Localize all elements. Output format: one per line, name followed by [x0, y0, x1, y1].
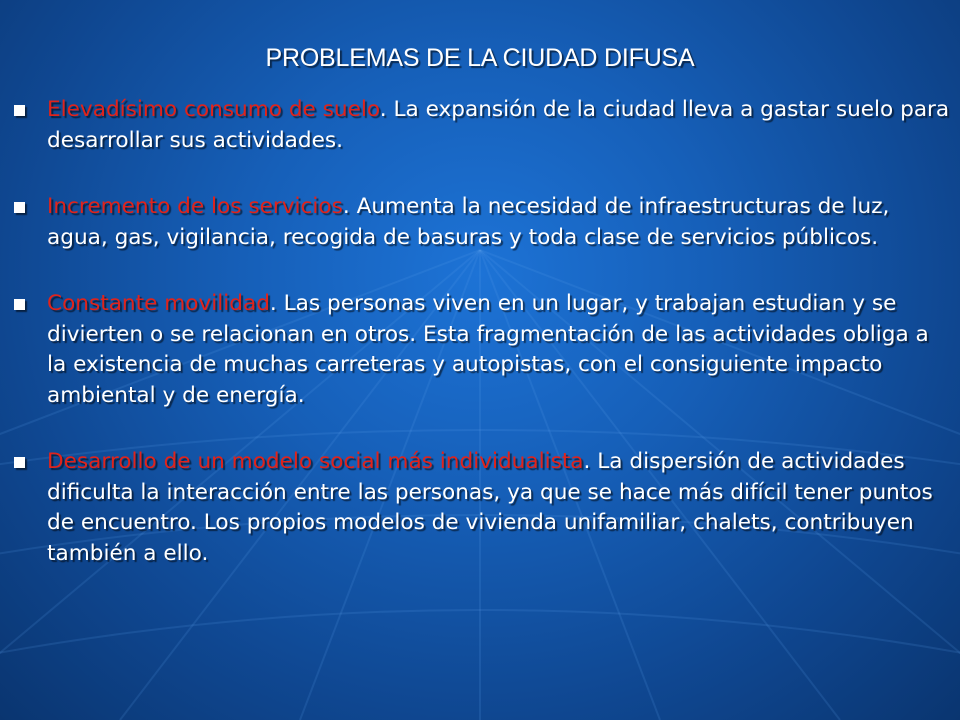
bullet-text: . Las personas viven en un lugar, y trabajan estudian y se divierten o se relacionan en otros. Esta fragmentación de las actividades obliga a la existencia de muchas carreteras y autopistas, con el consiguiente impacto ambiental y de energía. — [47, 291, 929, 408]
bullet-text: . Aumenta la necesidad de infraestructuras de luz, agua, gas, vigilancia, recogida de basuras y toda clase de servicios públicos. — [47, 194, 890, 250]
bullet-item — [14, 192, 950, 253]
square-bullet-icon — [14, 202, 25, 213]
square-bullet-icon — [14, 457, 25, 468]
bullet-text: . La dispersión de actividades dificulta la interacción entre las personas, ya que se hace más difícil tener puntos de encuentro. Los propios modelos de vivienda unifamiliar, chalets, contribuyen también a ello. — [47, 449, 933, 566]
bullet-term: Desarrollo de un modelo social más individualista — [47, 449, 584, 474]
bullet-term: Incremento de los servicios — [47, 194, 343, 219]
square-bullet-icon — [14, 299, 25, 310]
bullet-item — [14, 95, 950, 156]
bullet-term: Elevadísimo consumo de suelo — [47, 97, 380, 122]
bullet-term: Constante movilidad — [47, 291, 270, 316]
bullet-item — [14, 447, 950, 569]
square-bullet-icon — [14, 105, 25, 116]
bullet-list — [14, 95, 950, 569]
bullet-text: . La expansión de la ciudad lleva a gastar suelo para desarrollar sus actividades. — [47, 97, 950, 153]
bullet-item — [14, 289, 950, 411]
slide-title: PROBLEMAS DE LA CIUDAD DIFUSA — [265, 44, 695, 72]
